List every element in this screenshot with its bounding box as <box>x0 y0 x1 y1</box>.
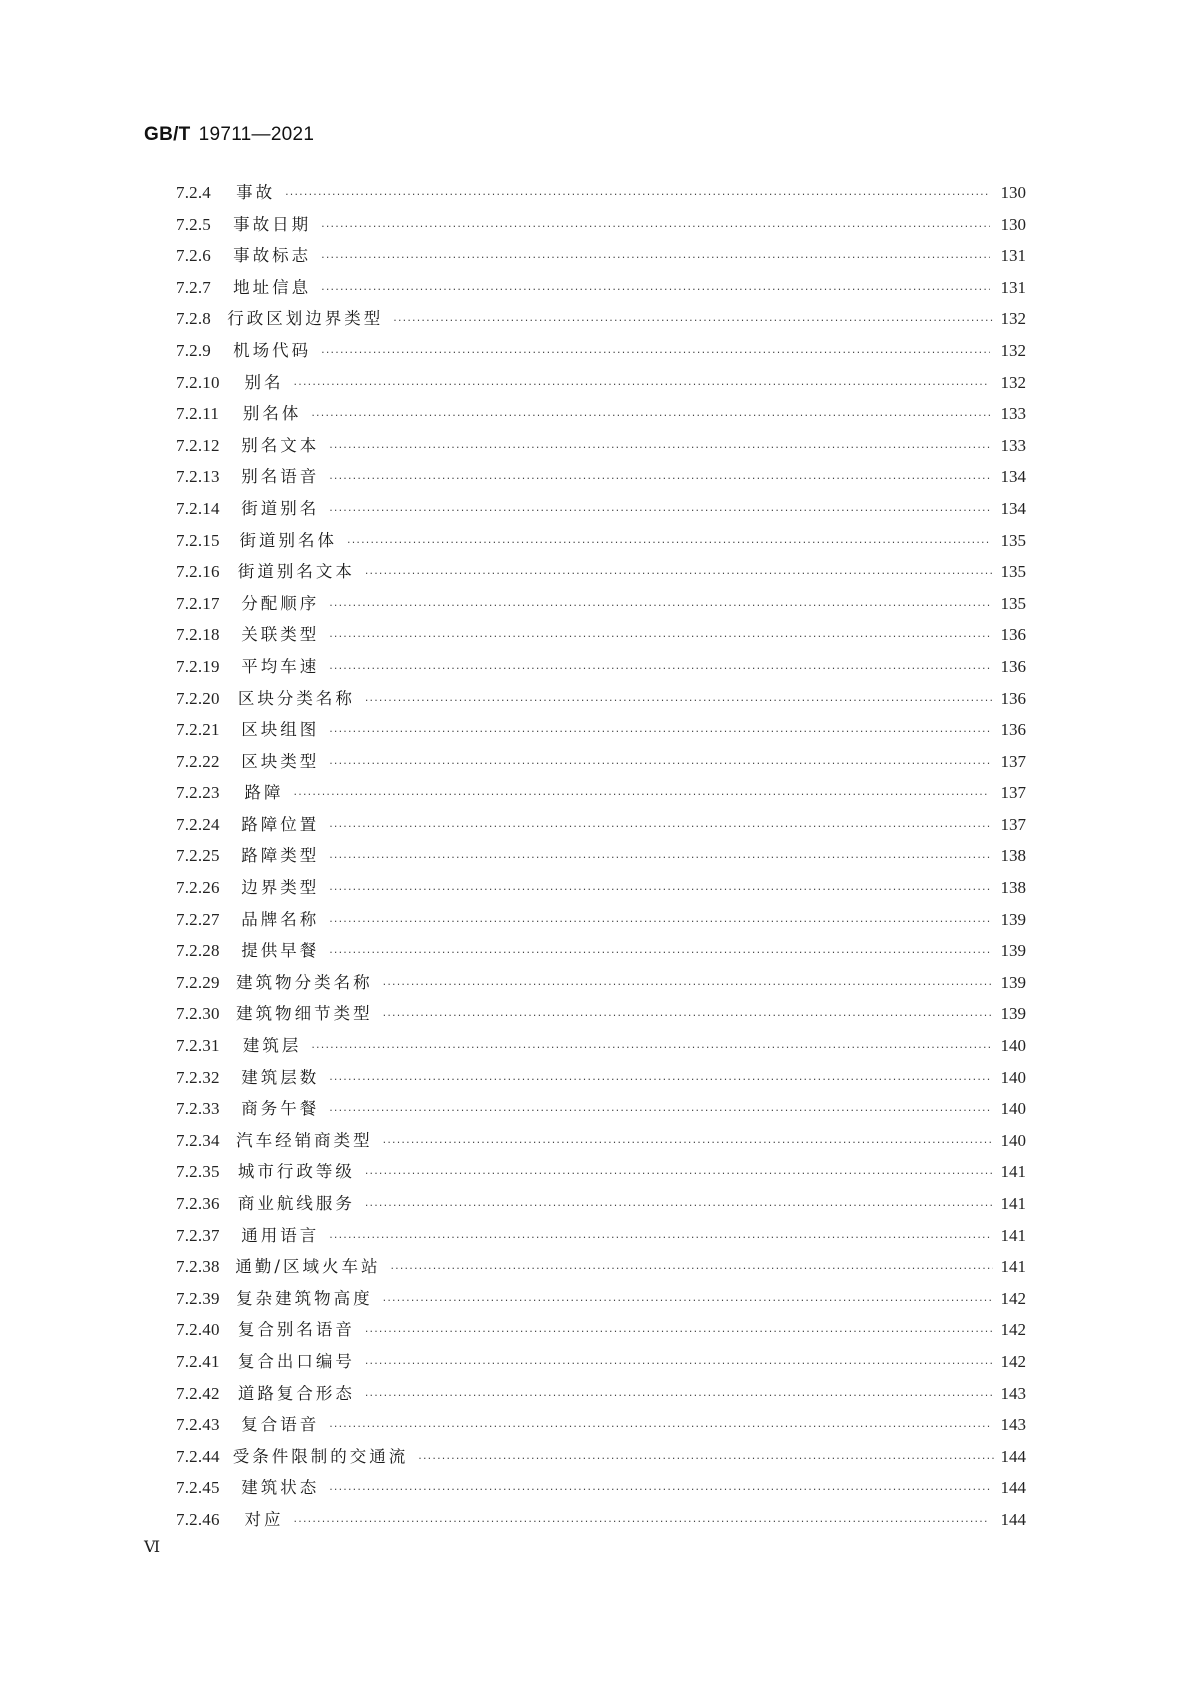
toc-entry-title: 别名语音 <box>241 467 320 487</box>
toc-entry[interactable] <box>176 809 1026 841</box>
toc-entry[interactable] <box>176 1283 1026 1315</box>
toc-entry-number: 7.2.5 <box>176 214 211 234</box>
toc-entry-number: 7.2.20 <box>176 688 220 708</box>
toc-entry-number: 7.2.35 <box>176 1162 220 1182</box>
toc-entry-page: 138 <box>1000 846 1026 866</box>
toc-entry-number: 7.2.40 <box>176 1320 220 1340</box>
toc-entry-number: 7.2.4 <box>176 183 211 202</box>
toc-dot-leader <box>365 1190 992 1222</box>
toc-dot-leader <box>365 1158 992 1190</box>
toc-entry-title: 关联类型 <box>241 625 320 645</box>
toc-dot-leader <box>329 906 990 938</box>
toc-entry-title: 事故日期 <box>233 214 312 234</box>
toc-entry-title: 道路复合形态 <box>237 1383 355 1403</box>
toc-entry[interactable] <box>176 840 1026 872</box>
toc-dot-leader <box>329 842 990 874</box>
toc-entry-number: 7.2.13 <box>176 467 220 487</box>
toc-entry-page: 140 <box>1000 1130 1026 1150</box>
toc-entry-page: 132 <box>1000 372 1026 392</box>
toc-entry[interactable] <box>176 651 1026 683</box>
toc-entry-page: 138 <box>1000 878 1026 898</box>
toc-dot-leader <box>321 274 990 306</box>
toc-entry[interactable] <box>176 493 1026 525</box>
toc-entry-number: 7.2.9 <box>176 340 211 360</box>
toc-entry[interactable] <box>176 367 1026 399</box>
standard-prefix: GB/T <box>144 124 191 145</box>
toc-entry[interactable] <box>176 872 1026 904</box>
toc-entry-title: 通用语言 <box>241 1225 320 1245</box>
toc-entry[interactable] <box>176 746 1026 778</box>
toc-entry[interactable] <box>176 1220 1026 1252</box>
toc-entry-page: 135 <box>1000 562 1027 582</box>
toc-entry-page: 131 <box>1000 277 1026 297</box>
toc-entry-page: 141 <box>1000 1257 1026 1277</box>
toc-entry[interactable] <box>176 1093 1026 1125</box>
toc-entry-number: 7.2.10 <box>176 372 220 392</box>
toc-entry-page: 144 <box>1000 1478 1026 1498</box>
toc-entry-title: 城市行政等级 <box>237 1162 355 1182</box>
toc-dot-leader <box>329 874 990 906</box>
toc-entry-page: 136 <box>1000 625 1026 645</box>
toc-entry-title: 复合出口编号 <box>237 1351 355 1371</box>
toc-dot-leader <box>365 558 992 590</box>
toc-entry-number: 7.2.44 <box>176 1446 220 1466</box>
page-number: Ⅵ <box>144 1539 161 1556</box>
toc-dot-leader <box>383 1127 993 1159</box>
toc-entry-title: 街道别名文本 <box>237 562 355 582</box>
toc-dot-leader <box>329 811 990 843</box>
toc-dot-leader <box>418 1443 994 1475</box>
toc-dot-leader <box>329 937 990 969</box>
toc-entry-title: 复杂建筑物高度 <box>236 1288 373 1308</box>
toc-entry-title: 别名体 <box>242 404 302 424</box>
toc-dot-leader <box>311 1032 989 1064</box>
toc-dot-leader <box>329 653 990 685</box>
toc-entry-page: 131 <box>1000 246 1026 266</box>
toc-entry-page: 136 <box>1000 688 1027 708</box>
toc-entry-page: 143 <box>1000 1383 1027 1403</box>
toc-entry-page: 140 <box>1000 1067 1026 1087</box>
toc-entry-page: 142 <box>1000 1351 1027 1371</box>
toc-dot-leader <box>365 1348 992 1380</box>
toc-entry-title: 建筑层 <box>242 1036 302 1056</box>
toc-entry-title: 通勤/区域火车站 <box>235 1257 381 1277</box>
toc-entry-page: 144 <box>1000 1446 1026 1466</box>
toc-dot-leader <box>329 1474 990 1506</box>
toc-dot-leader <box>329 495 990 527</box>
toc-entry-page: 137 <box>1000 783 1026 803</box>
toc-dot-leader <box>329 748 990 780</box>
toc-entry-number: 7.2.38 <box>176 1257 220 1277</box>
toc-entry-title: 边界类型 <box>241 878 320 898</box>
toc-entry-number: 7.2.25 <box>176 846 220 866</box>
toc-entry[interactable] <box>176 209 1026 241</box>
toc-entry-number: 7.2.42 <box>176 1383 220 1403</box>
toc-dot-leader <box>329 1411 990 1443</box>
toc-entry[interactable] <box>176 303 1026 335</box>
toc-dot-leader <box>365 685 992 717</box>
toc-entry-page: 142 <box>1000 1320 1027 1340</box>
toc-entry-title: 事故 <box>236 183 276 202</box>
toc-entry-number: 7.2.26 <box>176 878 220 898</box>
toc-entry-number: 7.2.18 <box>176 625 220 645</box>
toc-entry-title: 商业航线服务 <box>237 1194 355 1213</box>
toc-dot-leader <box>365 1316 992 1348</box>
toc-entry-title: 平均车速 <box>241 656 320 676</box>
toc-entry-title: 对应 <box>244 1509 284 1529</box>
toc-entry-title: 建筑状态 <box>241 1478 320 1498</box>
toc-dot-leader <box>294 1506 989 1538</box>
toc-entry-number: 7.2.16 <box>176 562 220 582</box>
toc-entry[interactable] <box>176 935 1026 967</box>
toc-entry-number: 7.2.37 <box>176 1225 220 1245</box>
toc-entry-number: 7.2.12 <box>176 435 220 455</box>
toc-entry-page: 134 <box>1000 498 1026 518</box>
toc-dot-leader <box>294 779 989 811</box>
toc-dot-leader <box>347 527 991 559</box>
toc-entry[interactable] <box>176 1378 1026 1410</box>
toc-entry[interactable] <box>176 240 1026 272</box>
toc-entry-number: 7.2.7 <box>176 277 211 297</box>
toc-entry[interactable] <box>176 272 1026 304</box>
toc-dot-leader <box>329 621 990 653</box>
toc-entry-number: 7.2.46 <box>176 1509 220 1529</box>
toc-entry-title: 复合语音 <box>241 1415 320 1435</box>
toc-entry-number: 7.2.36 <box>176 1194 220 1213</box>
toc-entry[interactable] <box>176 904 1026 936</box>
toc-entry-number: 7.2.27 <box>176 909 220 929</box>
toc-entry[interactable] <box>176 177 1026 209</box>
toc-entry-number: 7.2.11 <box>176 404 220 424</box>
toc-entry[interactable] <box>176 430 1026 462</box>
toc-entry-page: 141 <box>1000 1162 1027 1182</box>
toc-entry-title: 行政区划边界类型 <box>227 309 384 329</box>
toc-entry-number: 7.2.22 <box>176 751 220 771</box>
toc-entry-number: 7.2.30 <box>176 1004 220 1024</box>
toc-entry-page: 136 <box>1000 720 1026 740</box>
toc-entry-page: 136 <box>1000 656 1026 676</box>
toc-entry-page: 135 <box>1000 593 1026 613</box>
toc-entry-number: 7.2.17 <box>176 593 220 613</box>
toc-entry-page: 142 <box>1000 1288 1026 1308</box>
toc-entry-number: 7.2.34 <box>176 1130 220 1150</box>
toc-entry-number: 7.2.41 <box>176 1351 220 1371</box>
standard-number: 19711—2021 <box>198 124 315 145</box>
toc-entry-title: 建筑物细节类型 <box>236 1004 373 1024</box>
toc-entry[interactable] <box>176 1409 1026 1441</box>
toc-entry[interactable] <box>176 525 1026 557</box>
toc-entry-title: 路障类型 <box>241 846 320 866</box>
toc-entry-title: 街道别名体 <box>239 530 337 550</box>
toc-entry-page: 139 <box>1000 1004 1026 1024</box>
toc-entry-title: 街道别名 <box>241 498 320 518</box>
toc-dot-leader <box>329 432 990 464</box>
toc-entry[interactable] <box>176 1030 1026 1062</box>
toc-entry-page: 141 <box>1000 1225 1026 1245</box>
toc-entry[interactable] <box>176 398 1026 430</box>
toc-dot-leader <box>390 1253 993 1285</box>
toc-entry[interactable] <box>176 1441 1026 1473</box>
toc-entry-page: 144 <box>1000 1509 1026 1529</box>
toc-dot-leader <box>285 179 988 211</box>
toc-entry-page: 137 <box>1000 814 1026 834</box>
toc-dot-leader <box>321 211 990 243</box>
toc-entry-number: 7.2.32 <box>176 1067 220 1087</box>
toc-entry[interactable] <box>176 1156 1026 1188</box>
toc-entry-title: 区块类型 <box>241 751 320 771</box>
toc-entry-title: 建筑物分类名称 <box>236 972 373 992</box>
toc-entry-number: 7.2.23 <box>176 783 220 803</box>
toc-entry[interactable] <box>176 1504 1026 1536</box>
toc-entry-title: 区块组图 <box>241 720 320 740</box>
toc-dot-leader <box>311 400 989 432</box>
toc-entry[interactable] <box>176 998 1026 1030</box>
table-of-contents <box>176 177 1026 1536</box>
toc-entry[interactable] <box>176 335 1026 367</box>
toc-entry[interactable] <box>176 461 1026 493</box>
toc-dot-leader <box>329 1095 990 1127</box>
toc-entry-page: 133 <box>1000 435 1026 455</box>
toc-entry-title: 商务午餐 <box>241 1099 320 1119</box>
toc-entry-page: 133 <box>1000 404 1026 424</box>
toc-entry[interactable] <box>176 777 1026 809</box>
toc-entry-title: 复合别名语音 <box>237 1320 355 1340</box>
toc-entry-title: 提供早餐 <box>241 941 320 961</box>
toc-entry-title: 路障位置 <box>241 814 320 834</box>
toc-entry-number: 7.2.28 <box>176 941 220 961</box>
toc-entry[interactable] <box>176 1188 1026 1220</box>
toc-entry[interactable] <box>176 619 1026 651</box>
toc-entry-page: 135 <box>1000 530 1026 550</box>
toc-entry[interactable] <box>176 1314 1026 1346</box>
toc-entry-title: 别名文本 <box>241 435 320 455</box>
toc-entry-number: 7.2.29 <box>176 972 220 992</box>
toc-dot-leader <box>329 1064 990 1096</box>
toc-dot-leader <box>393 305 993 337</box>
toc-dot-leader <box>321 242 990 274</box>
toc-entry[interactable] <box>176 556 1026 588</box>
toc-entry-page: 140 <box>1000 1099 1026 1119</box>
toc-dot-leader <box>321 337 990 369</box>
toc-entry-number: 7.2.8 <box>176 309 211 329</box>
toc-entry[interactable] <box>176 588 1026 620</box>
toc-entry-title: 别名 <box>244 372 284 392</box>
toc-dot-leader <box>294 369 989 401</box>
toc-entry-title: 受条件限制的交通流 <box>232 1446 409 1466</box>
toc-entry-title: 分配顺序 <box>241 593 320 613</box>
toc-entry-page: 137 <box>1000 751 1026 771</box>
toc-dot-leader <box>365 1380 992 1412</box>
toc-entry-title: 路障 <box>244 783 284 803</box>
toc-entry-number: 7.2.43 <box>176 1415 220 1435</box>
toc-entry[interactable] <box>176 1062 1026 1094</box>
toc-dot-leader <box>383 969 993 1001</box>
toc-entry-title: 事故标志 <box>233 246 312 266</box>
toc-entry-page: 139 <box>1000 909 1026 929</box>
toc-entry-number: 7.2.45 <box>176 1478 220 1498</box>
toc-entry-page: 143 <box>1000 1415 1026 1435</box>
toc-entry-page: 139 <box>1000 941 1026 961</box>
toc-entry[interactable] <box>176 714 1026 746</box>
toc-entry-title: 建筑层数 <box>241 1067 320 1087</box>
toc-dot-leader <box>329 463 990 495</box>
toc-entry-number: 7.2.21 <box>176 720 220 740</box>
toc-entry-number: 7.2.24 <box>176 814 220 834</box>
toc-dot-leader <box>329 716 990 748</box>
toc-entry-number: 7.2.19 <box>176 656 220 676</box>
toc-entry-title: 品牌名称 <box>241 909 320 929</box>
toc-dot-leader <box>329 1222 990 1254</box>
toc-entry-title: 区块分类名称 <box>237 688 355 708</box>
toc-entry-number: 7.2.31 <box>176 1036 220 1056</box>
toc-entry-page: 134 <box>1000 467 1026 487</box>
toc-dot-leader <box>329 590 990 622</box>
toc-entry-page: 130 <box>1000 183 1026 202</box>
toc-dot-leader <box>383 1000 993 1032</box>
toc-entry-number: 7.2.6 <box>176 246 211 266</box>
toc-entry[interactable] <box>176 1125 1026 1157</box>
toc-entry-page: 130 <box>1000 214 1026 234</box>
toc-entry[interactable] <box>176 967 1026 999</box>
toc-entry[interactable] <box>176 683 1026 715</box>
toc-entry-number: 7.2.33 <box>176 1099 220 1119</box>
toc-entry-number: 7.2.15 <box>176 530 220 550</box>
standard-header <box>144 124 314 146</box>
toc-entry-title: 机场代码 <box>233 340 312 360</box>
toc-entry-page: 140 <box>1000 1036 1026 1056</box>
toc-dot-leader <box>383 1285 993 1317</box>
toc-entry[interactable] <box>176 1346 1026 1378</box>
toc-entry-page: 139 <box>1000 972 1026 992</box>
toc-entry-title: 地址信息 <box>233 277 312 297</box>
toc-entry-page: 141 <box>1000 1194 1027 1213</box>
toc-entry-number: 7.2.14 <box>176 498 220 518</box>
toc-entry[interactable] <box>176 1472 1026 1504</box>
toc-entry-page: 132 <box>1000 340 1026 360</box>
toc-entry-title: 汽车经销商类型 <box>236 1130 373 1150</box>
toc-entry[interactable] <box>176 1251 1026 1283</box>
toc-entry-number: 7.2.39 <box>176 1288 220 1308</box>
toc-entry-page: 132 <box>1000 309 1026 329</box>
